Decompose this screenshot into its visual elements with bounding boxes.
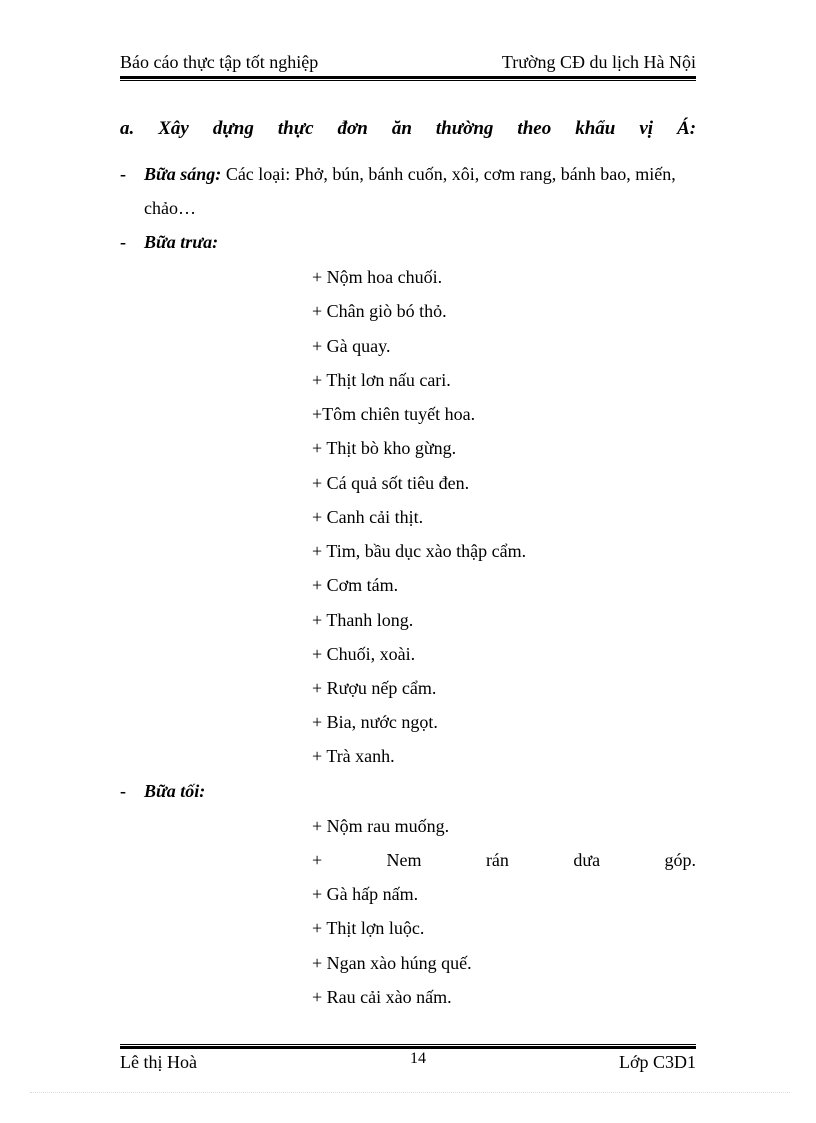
lunch-item: + Thanh long.	[312, 610, 414, 630]
lunch-item: + Nộm hoa chuối.	[312, 267, 443, 287]
dinner-item: + Rau cải xào nấm.	[312, 987, 452, 1007]
dinner-item: + Nộm rau muống.	[312, 816, 450, 836]
lunch-item: + Chuối, xoài.	[312, 644, 416, 664]
dinner-item-word: Nem	[386, 850, 422, 870]
heading-word: vị	[639, 118, 654, 139]
dinner-item-word: dưa	[573, 850, 601, 870]
heading-word: ăn	[391, 118, 412, 139]
page-bottom-dotted-line	[30, 1092, 790, 1093]
dinner-item: + Thịt lợn luộc.	[312, 918, 425, 938]
header-report-title: Báo cáo thực tập tốt nghiệp	[120, 52, 319, 72]
page-footer	[120, 1052, 696, 1074]
lunch-item: + Canh cải thịt.	[312, 507, 424, 527]
breakfast-text: Các loại: Phở, bún, bánh cuốn, xôi, cơm rang, bánh bao, miến,	[221, 164, 676, 184]
page-number: 14	[410, 1050, 426, 1067]
breakfast-line	[120, 164, 676, 185]
lunch-item: + Thịt lơn nấu cari.	[312, 370, 451, 390]
heading-word: đơn	[337, 118, 368, 139]
lunch-item: + Cá quả sốt tiêu đen.	[312, 473, 470, 493]
heading-word: theo	[517, 118, 552, 139]
lunch-item: + Chân giò bó thỏ.	[312, 301, 447, 321]
heading-word: thường	[435, 118, 494, 139]
lunch-item: + Cơm tám.	[312, 575, 399, 595]
heading-word: thực	[277, 118, 314, 139]
lunch-item: + Rượu nếp cẩm.	[312, 678, 437, 698]
bullet-dash: -	[120, 232, 126, 252]
lunch-item: + Thịt bò kho gừng.	[312, 438, 457, 458]
dinner-item: + Gà hấp nấm.	[312, 884, 419, 904]
dinner-label: Bữa tối:	[144, 781, 206, 801]
bullet-dash: -	[120, 164, 126, 184]
lunch-line	[120, 232, 218, 253]
dinner-item-word: góp.	[664, 850, 696, 870]
heading-word: a. Xây	[120, 118, 189, 139]
header-school-name: Trường CĐ du lịch Hà Nội	[501, 52, 696, 72]
dinner-item: + Ngan xào húng quế.	[312, 953, 472, 973]
lunch-item: +Tôm chiên tuyết hoa.	[312, 404, 476, 424]
dinner-item-word: +	[312, 850, 323, 870]
lunch-label: Bữa trưa:	[144, 232, 219, 252]
heading-word: dựng	[212, 118, 254, 139]
bullet-dash: -	[120, 781, 126, 801]
dinner-item-justified	[312, 850, 696, 871]
section-heading	[120, 118, 696, 140]
dinner-item-word: rán	[485, 850, 509, 870]
lunch-item: + Gà quay.	[312, 336, 391, 356]
breakfast-label: Bữa sáng:	[144, 164, 222, 184]
page-header	[120, 52, 696, 76]
footer-author: Lê thị Hoà	[120, 1052, 197, 1072]
footer-rule	[120, 1044, 696, 1049]
header-rule	[120, 76, 696, 81]
heading-word: khẩu	[575, 118, 616, 139]
lunch-item: + Trà xanh.	[312, 746, 395, 766]
heading-word: Á:	[677, 118, 697, 139]
lunch-item: + Tim, bầu dục xào thập cẩm.	[312, 541, 527, 561]
footer-class: Lớp C3D1	[618, 1052, 696, 1072]
breakfast-continuation: chảo…	[144, 198, 196, 218]
lunch-item: + Bia, nước ngọt.	[312, 712, 438, 732]
dinner-line	[120, 781, 205, 802]
